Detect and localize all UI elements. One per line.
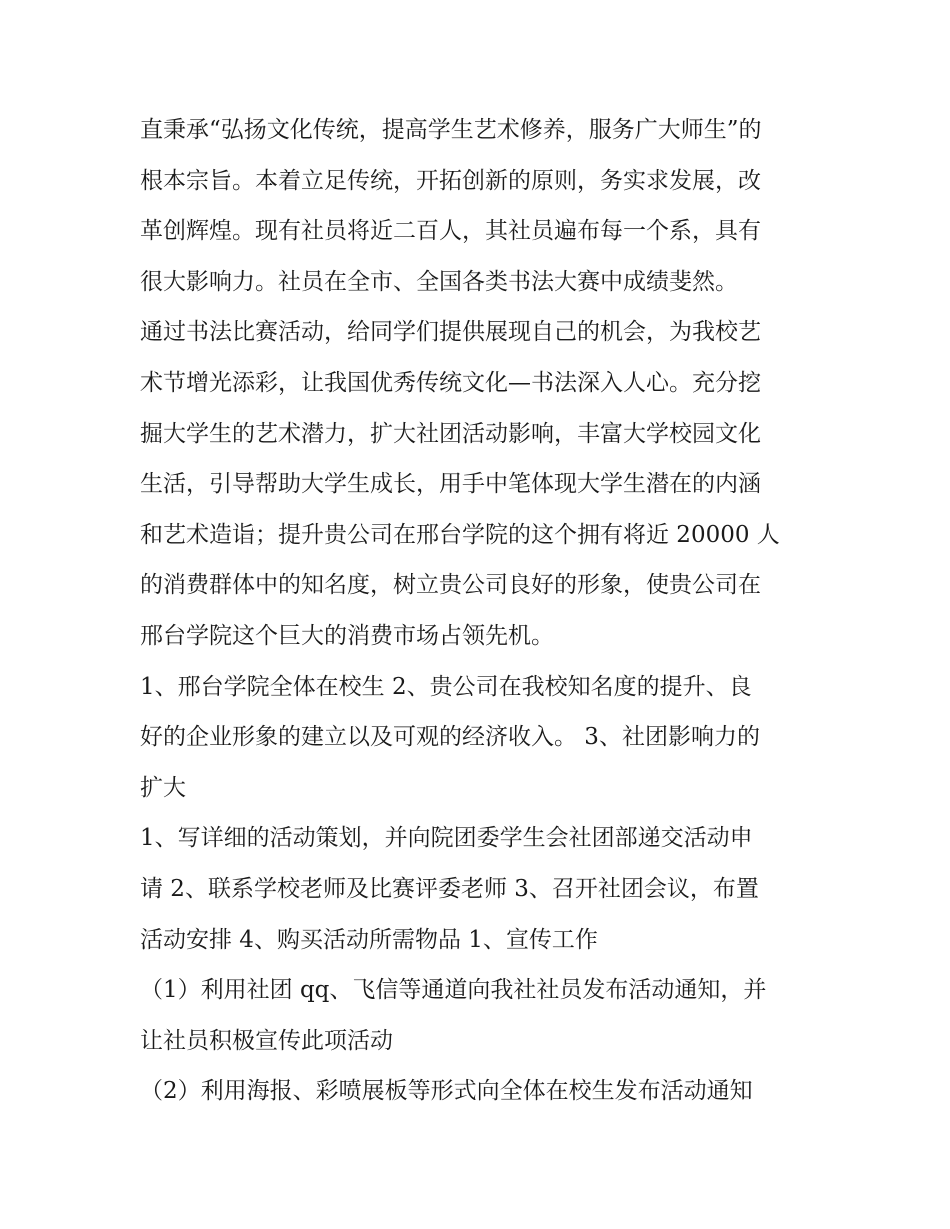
text-line: 革创辉煌。现有社员将近二百人，其社员遍布每一个系，具有	[140, 218, 761, 245]
body-text	[140, 105, 820, 1117]
text-line: 邢台学院这个巨大的消费市场占领先机。	[140, 622, 554, 649]
text-line: 1、写详细的活动策划，并向院团委学生会社团部递交活动申	[140, 825, 753, 852]
text-line: 扩大	[140, 774, 186, 801]
text-line: 1、邢台学院全体在校生 2、贵公司在我校知名度的提升、良	[140, 673, 752, 700]
text-line: 让社员积极宣传此项活动	[140, 1027, 393, 1054]
text-line: 的消费群体中的知名度，树立贵公司良好的形象，使贵公司在	[140, 572, 761, 599]
text-line: 和艺术造诣；提升贵公司在邢台学院的这个拥有将近 20000 人	[140, 521, 780, 548]
text-line: 活动安排 4、购买活动所需物品 1、宣传工作	[140, 926, 598, 953]
text-line: 请 2、联系学校老师及比赛评委老师 3、召开社团会议，布置	[140, 875, 759, 902]
text-line: 好的企业形象的建立以及可观的经济收入。 3、社团影响力的	[140, 724, 760, 751]
text-line: 术节增光添彩，让我国优秀传统文化—书法深入人心。充分挖	[140, 369, 761, 396]
text-line: （1）利用社团 qq、飞信等通道向我社社员发布活动通知，并	[140, 977, 767, 1004]
text-line: （2）利用海报、彩喷展板等形式向全体在校生发布活动通知	[140, 1078, 753, 1105]
text-line: 根本宗旨。本着立足传统，开拓创新的原则，务实求发展，改	[140, 167, 761, 194]
text-line: 生活，引导帮助大学生成长，用手中笔体现大学生潜在的内涵	[140, 471, 761, 498]
text-line: 很大影响力。社员在全市、全国各类书法大赛中成绩斐然。	[140, 268, 738, 295]
text-line: 通过书法比赛活动，给同学们提供展现自己的机会，为我校艺	[140, 319, 761, 346]
text-line: 直秉承“弘扬文化传统，提高学生艺术修养，服务广大师生”的	[140, 117, 762, 143]
text-line: 掘大学生的艺术潜力，扩大社团活动影响，丰富大学校园文化	[140, 420, 761, 447]
